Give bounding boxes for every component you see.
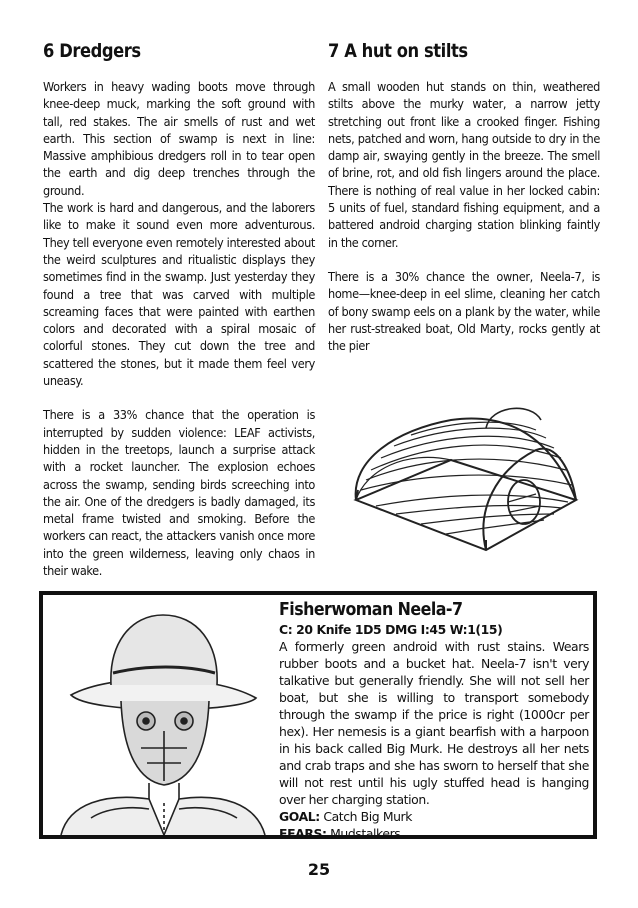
section-title: 6 Dredgers bbox=[43, 40, 141, 62]
fears-label: FEARS: bbox=[279, 826, 327, 841]
fears-value: Mudstalkers bbox=[330, 826, 401, 841]
paragraph: There is a 30% chance the owner, Neela-7, is home—knee-deep in eel slime, cleaning her catch of bony swamp eels on a plank by the water, while her rust-streaked boat, Old Marty, rocks gently at the pier bbox=[328, 268, 600, 354]
npc-goal bbox=[279, 808, 589, 825]
paragraph: A small wooden hut stands on thin, weathered stilts above the murky water, a narrow jetty stretching out front like a crooked finger. Fishing nets, patched and worn, hang outside to dry in the damp air, swaying gently in the breeze. The smell of brine, rot, and old fish lingers around the place. There is nothing of real value in her locked cabin: 5 units of fuel, standard fishing equipment, and a battered android charging station blinking faintly in the corner. bbox=[328, 79, 600, 250]
npc-stats: C: 20 Knife 1D5 DMG I:45 W:1(15) bbox=[279, 622, 503, 637]
paragraph: The work is hard and dangerous, and the laborers like to make it sound even more adventurous. They tell everyone even remotely interested about the weird sculptures and ritualistic displays they sometimes find in the swamp. Just yesterday they found a tree that was carved with multiple screaming faces that were painted with earthen colors and decorated with a spiral mosaic of colorful stones. They cut down the tree and scattered the stones, but it made them feel very uneasy. bbox=[43, 200, 315, 389]
android-portrait-illustration bbox=[51, 603, 273, 835]
npc-statblock bbox=[39, 591, 597, 839]
paragraph: Workers in heavy wading boots move through knee-deep muck, marking the soft ground with tall, red stakes. The air smells of rust and wet earth. This section of swamp is next in line: Massive amphibious dredgers roll in to tear open the earth and dig deep trenches through the ground. bbox=[43, 79, 315, 198]
section-hut-on-stilts bbox=[328, 40, 600, 354]
npc-text bbox=[279, 599, 589, 842]
section-dredgers bbox=[43, 40, 315, 579]
crab-trap-illustration bbox=[336, 390, 586, 560]
goal-value: Catch Big Murk bbox=[323, 809, 413, 824]
section-title: 7 A hut on stilts bbox=[328, 40, 468, 62]
paragraph: There is a 33% chance that the operation is interrupted by sudden violence: LEAF activists, hidden in the treetops, launch a surprise attack with a rocket launcher. The explosion echoes across the swamp, sending birds screeching into the air. One of the dredgers is badly damaged, its metal frame twisted and smoking. Before the workers can react, the attackers vanish once more into the green wilderness, leaving only chaos in their wake. bbox=[43, 407, 315, 579]
npc-description: A formerly green android with rust stains. Wears rubber boots and a bucket hat. Neela-7 isn't very talkative but generally friendly. She will not sell her boat, but she is willing to transport somebody through the swamp if the price is right (1000cr per hex). Her nemesis is a giant bearfish with a harpoon in his back called Big Murk. He destroys all her nets and crab traps and she has sworn to herself that she will not rest until his ugly stuffed head is hanging over her charging station. bbox=[279, 639, 589, 807]
npc-name: Fisherwoman Neela-7 bbox=[279, 599, 463, 620]
page-number: 25 bbox=[307, 860, 331, 879]
npc-fears bbox=[279, 825, 589, 842]
goal-label: GOAL: bbox=[279, 809, 320, 824]
